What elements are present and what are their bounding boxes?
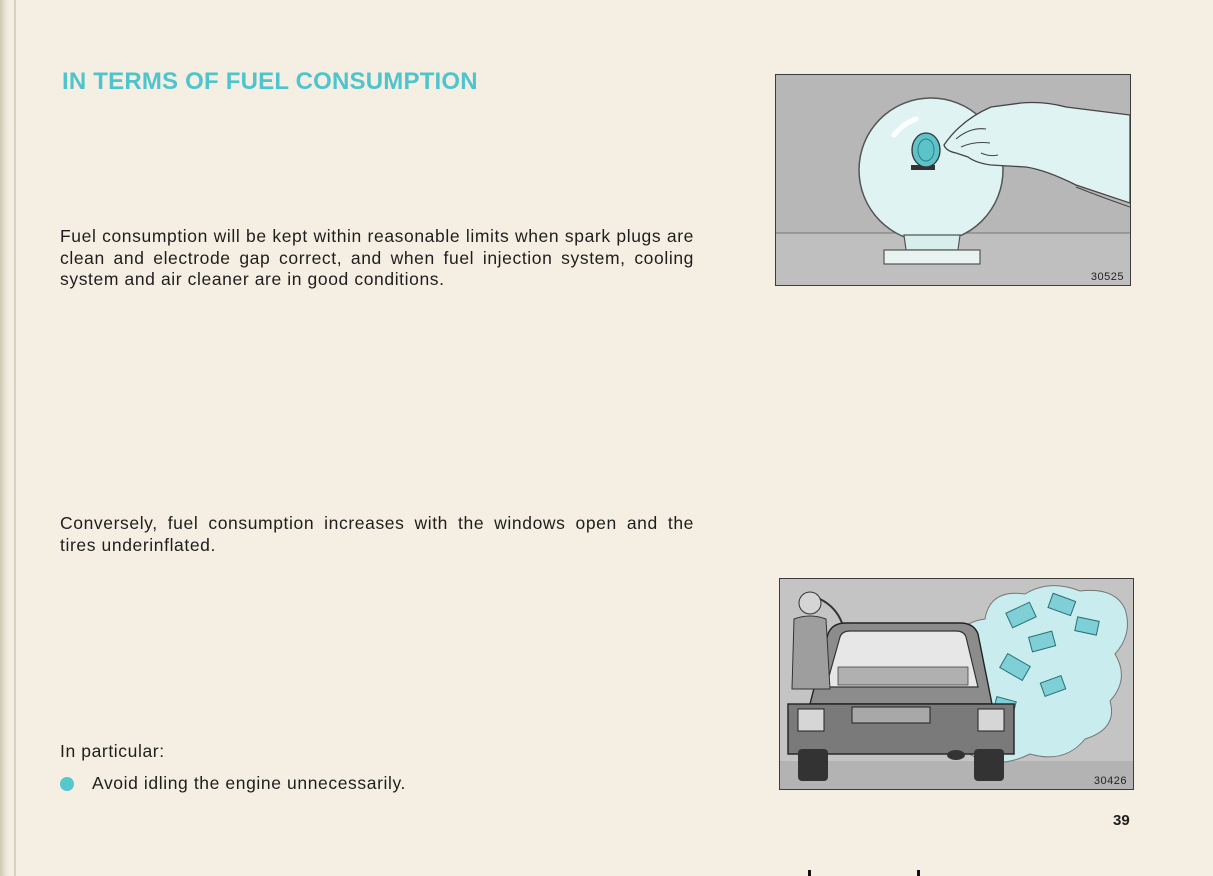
hand-coin-globe-illustration [776,75,1130,285]
bullet-text: Avoid idling the engine unnecessarily. [92,773,407,793]
car-exhaust-money-illustration [780,579,1133,789]
paragraph-fuel-limits: Fuel consumption will be kept within reasonable limits when spark plugs are clean and electrode gap correct, and when fuel injection system, cooling system and air cleaner are in good conditions. [60,226,694,289]
page-binding-line [14,0,16,876]
paragraph-consumption-increase: Conversely, fuel consumption increases with the windows open and the tires underinflated. [60,513,694,555]
print-crop-mark [808,870,920,876]
figure-number: 30525 [1090,271,1124,283]
bullet-icon [60,777,74,791]
particular-intro: In particular: [60,741,165,761]
page-number: 39 [1113,812,1130,829]
bullet-list-item [60,773,406,794]
page-binding-edge [0,0,10,876]
figure-number: 30426 [1093,775,1127,787]
figure-car-exhaust [779,578,1134,790]
section-title: IN TERMS OF FUEL CONSUMPTION [62,68,478,95]
figure-piggy-bank [775,74,1131,286]
